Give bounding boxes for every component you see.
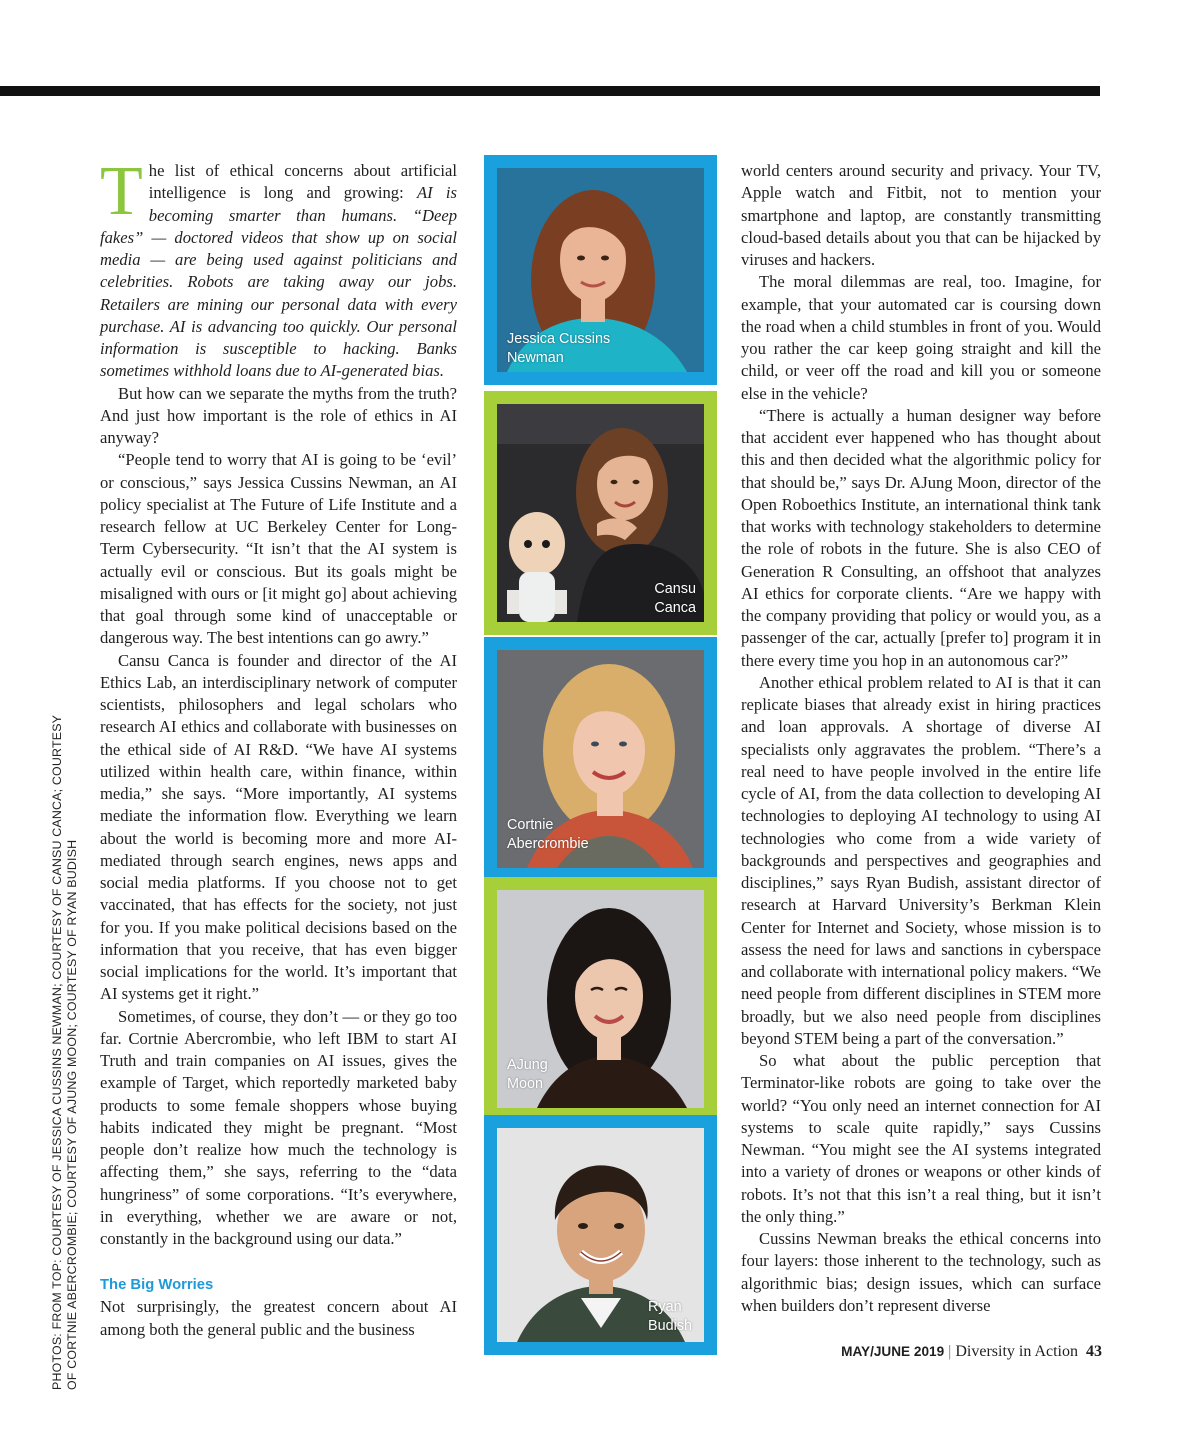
body-paragraph: Another ethical problem related to AI is that it can replicate biases that already exist in hiring practices and loan approvals. A shortage of diverse AI specialists only aggravates the problem. “There’s a real need to have people involved in the entire life cycle of AI, from the data collection to developing AI technologies to deploying AI technology to using AI technologies who come from a wide variety of backgrounds and perspectives and geographies and disciplines,” says Ryan Budish, assistant director of research at Harvard University’s Berkman Klein Center for Internet and Society, whose mission is to assess the need for laws and sanctions in cyberspace and collaborate with international policy makers. “We need people from different disciplines in STEM more broadly, but we also need people from disciplines beyond STEM being a part of the conversation.” [741, 672, 1101, 1048]
article-column-right [741, 160, 1101, 1317]
publication-name: Diversity in Action [955, 1343, 1078, 1360]
footer-separator: | [948, 1343, 952, 1360]
drop-cap: T [100, 153, 143, 230]
intro-lead: he list of ethical concerns about artificial intelligence is long and growing: [148, 161, 457, 203]
issue-date: MAY/JUNE 2019 [841, 1344, 945, 1359]
page-footer [841, 1343, 1102, 1361]
section-subhead: The Big Worries [100, 1277, 214, 1294]
caption-line: Newman [507, 350, 564, 366]
body-paragraph: “There is actually a human designer way before that accident ever happened who has thought about this and then decided what the algorithmic policy for that should be,” says Dr. AJung Moon, director of the Open Roboethics Institute, an international think tank that works with technology stakeholders to determine the role of robots in the future. She is also CEO of Generation R Consulting, an offshoot that analyzes AI ethics for corporate clients. “Are we happy with the company providing that policy or would you, as a passenger of the car, actually [prefer to] program it in there every time you hop in an autonomous car?” [741, 405, 1101, 670]
photo-credit-line-2: OF CORTNIE ABERCROMBIE; COURTESY OF AJUNG MOON; COURTESY OF RYAN BUDISH [65, 839, 79, 1390]
portrait-panel-ryan-budish [484, 1115, 717, 1355]
caption-line: Budish [647, 1318, 692, 1334]
caption-line: Moon [507, 1076, 543, 1092]
page-number: 43 [1086, 1343, 1102, 1360]
caption-line: Cansu [654, 581, 696, 597]
portrait-caption [507, 1056, 548, 1094]
intro-italic: AI is becoming smarter than humans. “Deep fakes” — doctored videos that show up on social media — are being used against politicians and celebrities. Robots are taking away our jobs. Retailers are mining our personal data with every purchase. AI is advancing too quickly. Our personal information is susceptible to hacking. Banks sometimes withhold loans due to AI-generated bias. [100, 183, 457, 381]
body-paragraph: world centers around security and privacy. Your TV, Apple watch and Fitbit, not to mention your smartphone and laptop, are constantly transmitting cloud-based details about you that can be hijacked by viruses and hackers. [741, 161, 1101, 269]
caption-line: Jessica Cussins [507, 331, 611, 347]
caption-line: Abercrombie [507, 836, 589, 852]
body-paragraph: Sometimes, of course, they don’t — or they go too far. Cortnie Abercrombie, who left IBM to start AI Truth and train companies on AI issues, gives the example of Target, which reportedly marketed baby products to some female shoppers whose buying habits indicated they might be pregnant. “Most people don’t realize how much the technology is affecting them,” she says, referring to the “data hungriness” of some corporations. “It’s everywhere, in everything, whether we are aware or not, constantly in the background using our data.” [100, 1006, 457, 1248]
caption-line: Ryan [647, 1299, 682, 1315]
portrait-caption [648, 1298, 692, 1336]
caption-line: Canca [654, 600, 696, 616]
article-column-left [100, 153, 457, 1341]
caption-line: AJung [507, 1057, 548, 1073]
body-paragraph: But how can we separate the myths from the truth? And just how important is the role of ethics in AI anyway? [100, 383, 457, 447]
body-paragraph: The moral dilemmas are real, too. Imagine, for example, that your automated car is coursing down the road when a child stumbles in front of you. Would you rather the car keep going straight and kill the child, or veer off the road and kill you or someone else in the vehicle? [741, 272, 1101, 403]
portrait-caption [507, 816, 589, 854]
body-paragraph: “People tend to worry that AI is going to be ‘evil’ or conscious,” says Jessica Cussins Newman, an AI policy specialist at The Future of Life Institute and a research fellow at UC Berkeley Center for Long-Term Cybersecurity. “It isn’t that the AI system is actually evil or conscious. But its goals might be misaligned with ours or [it might go] about achieving that goal through some kind of unacceptable or dangerous way. The best intentions can go awry.” [100, 450, 457, 648]
body-paragraph: Not surprisingly, the greatest concern about AI among both the general public and the business [100, 1297, 457, 1339]
portrait-caption [654, 580, 696, 618]
caption-line: Cortnie [507, 817, 554, 833]
portrait-panel-jessica-cussins-newman [484, 155, 717, 385]
portrait-panel-cansu-canca [484, 391, 717, 635]
portrait-panel-ajung-moon [484, 877, 717, 1121]
photo-credit-line-1: PHOTOS: FROM TOP: COURTESY OF JESSICA CUSSINS NEWMAN; COURTESY OF CANSU CANCA; COURTESY [50, 714, 64, 1390]
body-paragraph: Cansu Canca is founder and director of the AI Ethics Lab, an interdisciplinary network of computer scientists, philosophers and legal scholars who research AI ethics and collaborate with businesses on the ethical side of AI R&D. “We have AI systems utilized within health care, within finance, within media,” she says. “More importantly, AI systems mediate the information flow. Everything we learn about the world is becoming more and more AI-mediated through search engines, news apps and social media platforms. If you choose not to get vaccinated, that has effects for the society, not just for you. If you make political decisions based on the information that you receive, that has even bigger social implications for the world. It’s important that AI systems get it right.” [100, 650, 457, 1004]
portrait-caption [507, 330, 610, 368]
intro-paragraph [100, 153, 457, 383]
body-paragraph: Cussins Newman breaks the ethical concerns into four layers: those inherent to the technology, such as algorithmic bias; design issues, which can surface when builders don’t represent diverse [741, 1229, 1101, 1315]
body-paragraph: So what about the public perception that Terminator-like robots are going to take over the world? “You only need an internet connection for AI systems to scale quite rapidly,” says Cussins Newman. “You might see the AI systems integrated into a variety of drones or weapons or other kinds of robots. It’s not that this isn’t a real thing, but it isn’t the only thing.” [741, 1051, 1101, 1226]
photo-credit [50, 714, 80, 1390]
portrait-panel-cortnie-abercrombie [484, 637, 717, 881]
top-rule [0, 86, 1100, 96]
